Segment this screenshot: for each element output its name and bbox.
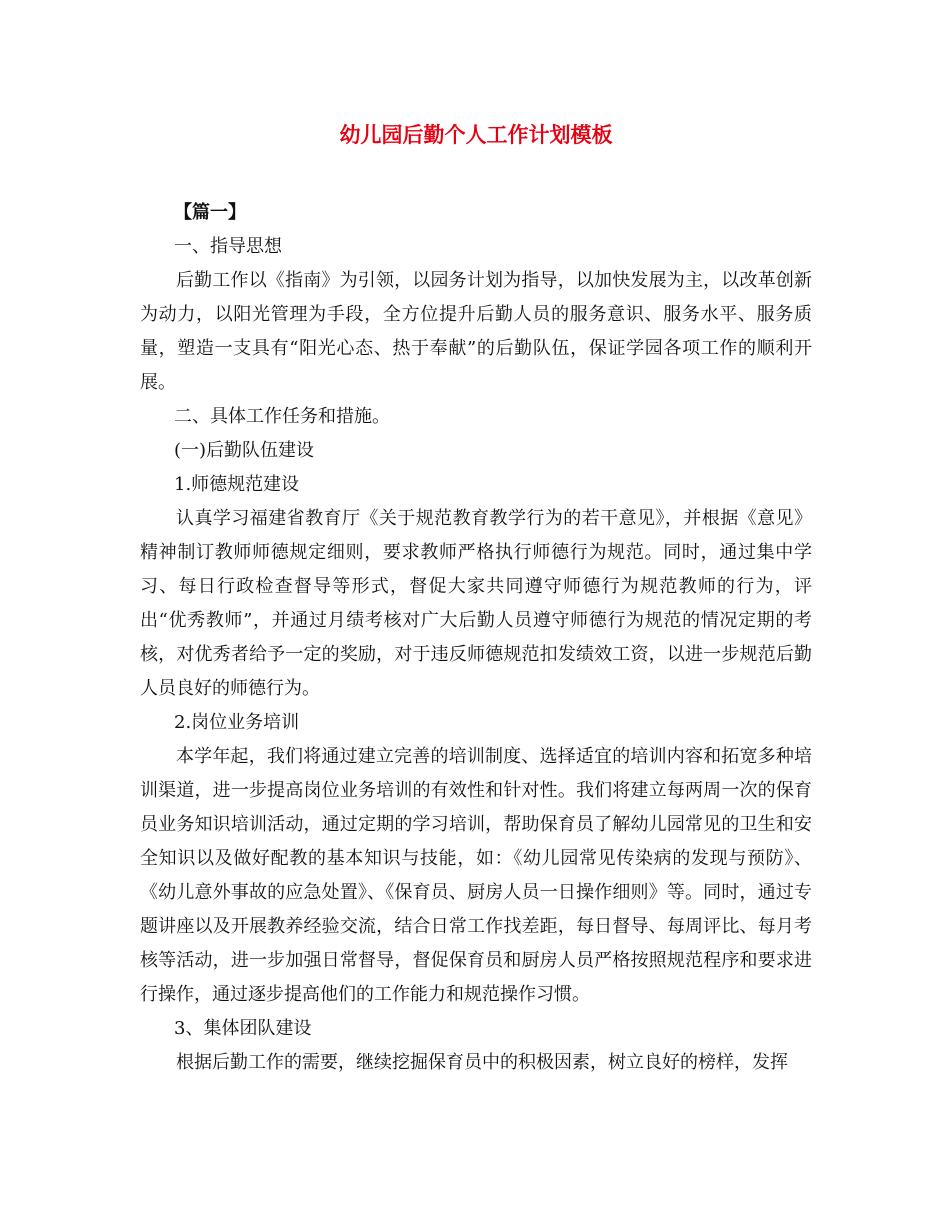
heading-guiding-thought: 一、指导思想 [174, 236, 282, 257]
paragraph-ethics-norms: 认真学习福建省教育厅《关于规范教育教学行为的若干意见》，并根据《意见》精神制订教师师德规定细则，要求教师严格执行师德行为规范。同时，通过集中学习、每日行政检查督导等形式，督促大家共同遵守师德行为规范教师的行为，评出“优秀教师”，并通过月绩考核对广大后勤人员遵守师德行为规范的情况定期的考核，对优秀者给予一定的奖励，对于违反师德规范扣发绩效工资，以进一步规范后勤人员良好的师德行为。 [140, 508, 812, 699]
paragraph-job-training: 本学年起，我们将通过建立完善的培训制度、选择适宜的培训内容和拓宽多种培训渠道，进一步提高岗位业务培训的有效性和针对性。我们将建立每两周一次的保育员业务知识培训活动，通过定期的学习培训，帮助保育员了解幼儿园常见的卫生和安全知识以及做好配教的基本知识与技能，如：《幼儿园常见传染病的发现与预防》、《幼儿意外事故的应急处置》、《保育员、厨房人员一日操作细则》等。同时，通过专题讲座以及开展教养经验交流，结合日常工作找差距，每日督导、每周评比、每月考核等活动，进一步加强日常督导，督促保育员和厨房人员严格按照规范程序和要求进行操作，通过逐步提高他们的工作能力和规范操作习惯。 [140, 746, 812, 1005]
heading-tasks-measures: 二、具体工作任务和措施。 [174, 406, 390, 427]
heading-job-training: 2.岗位业务培训 [174, 712, 300, 733]
heading-ethics-norms: 1.师德规范建设 [174, 474, 300, 495]
heading-collective-team: 3、集体团队建设 [174, 1018, 312, 1039]
heading-team-building: (一)后勤队伍建设 [174, 440, 315, 461]
document-page [140, 118, 812, 1080]
paragraph-guiding-thought: 后勤工作以《指南》为引领，以园务计划为指导，以加快发展为主，以改革创新为动力，以阳光管理为手段，全方位提升后勤人员的服务意识、服务水平、服务质量，塑造一支具有“阳光心态、热于奉献”的后勤队伍，保证学园各项工作的顺利开展。 [140, 270, 812, 393]
paragraph-collective-team: 根据后勤工作的需要，继续挖掘保育员中的积极因素，树立良好的榜样，发挥 [176, 1052, 788, 1073]
document-title: 幼儿园后勤个人工作计划模板 [339, 122, 613, 147]
section-tag: 【篇一】 [174, 202, 246, 223]
